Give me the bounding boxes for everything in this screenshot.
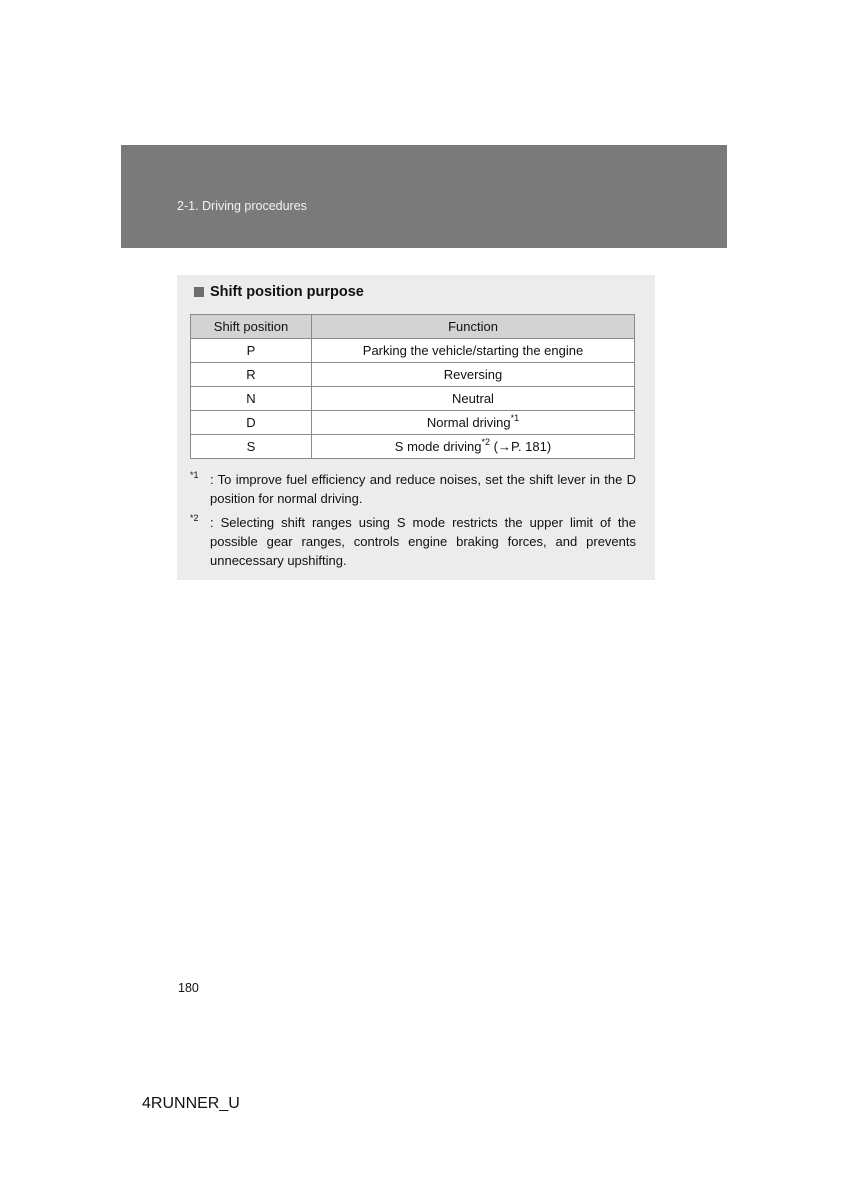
footnote-mark-text: *1 xyxy=(190,470,199,480)
page-number: 180 xyxy=(178,981,199,995)
shift-position-table xyxy=(190,314,635,459)
footnote-mark: *1 xyxy=(510,413,520,423)
function-text: Neutral xyxy=(452,391,494,406)
page-reference-link[interactable]: (→P. 181) xyxy=(490,439,552,454)
table-row xyxy=(191,339,635,363)
table-header-row xyxy=(191,315,635,339)
footnote-mark-text: *2 xyxy=(190,513,199,523)
document-code: 4RUNNER_U xyxy=(142,1095,240,1112)
footnote xyxy=(190,513,636,570)
shift-position-cell: R xyxy=(191,363,312,387)
footnote-mark xyxy=(190,470,210,508)
function-text: Normal driving xyxy=(426,415,511,430)
column-header-shift-position: Shift position xyxy=(191,315,312,339)
footnote-mark xyxy=(190,513,210,570)
box-title-text: Shift position purpose xyxy=(210,284,364,300)
box-title xyxy=(194,284,364,300)
footnote-text: : To improve fuel efficiency and reduce noises, set the shift lever in the D position for normal driving. xyxy=(210,472,636,506)
shift-position-cell: D xyxy=(191,411,312,435)
function-text: Parking the vehicle/starting the engine xyxy=(362,343,584,358)
function-text: Reversing xyxy=(443,367,503,382)
function-cell xyxy=(312,387,635,411)
info-box xyxy=(177,275,655,580)
footnote xyxy=(190,470,636,508)
table-row xyxy=(191,387,635,411)
header-band xyxy=(121,145,727,248)
section-label: 2-1. Driving procedures xyxy=(177,199,307,213)
function-cell xyxy=(312,435,635,459)
column-header-function: Function xyxy=(312,315,635,339)
square-bullet-icon xyxy=(194,287,204,297)
shift-position-cell: P xyxy=(191,339,312,363)
shift-position-cell: N xyxy=(191,387,312,411)
footnote-mark: *2 xyxy=(481,437,491,447)
table-row xyxy=(191,411,635,435)
function-text: S mode driving xyxy=(394,439,482,454)
footnotes xyxy=(190,470,636,575)
footnote-text: : Selecting shift ranges using S mode restricts the upper limit of the possible gear ranges, controls engine braking forces, and prevents unnecessary upshifting. xyxy=(210,515,636,568)
function-cell xyxy=(312,363,635,387)
shift-position-cell: S xyxy=(191,435,312,459)
function-cell xyxy=(312,339,635,363)
table-row xyxy=(191,363,635,387)
function-cell xyxy=(312,411,635,435)
table-row xyxy=(191,435,635,459)
